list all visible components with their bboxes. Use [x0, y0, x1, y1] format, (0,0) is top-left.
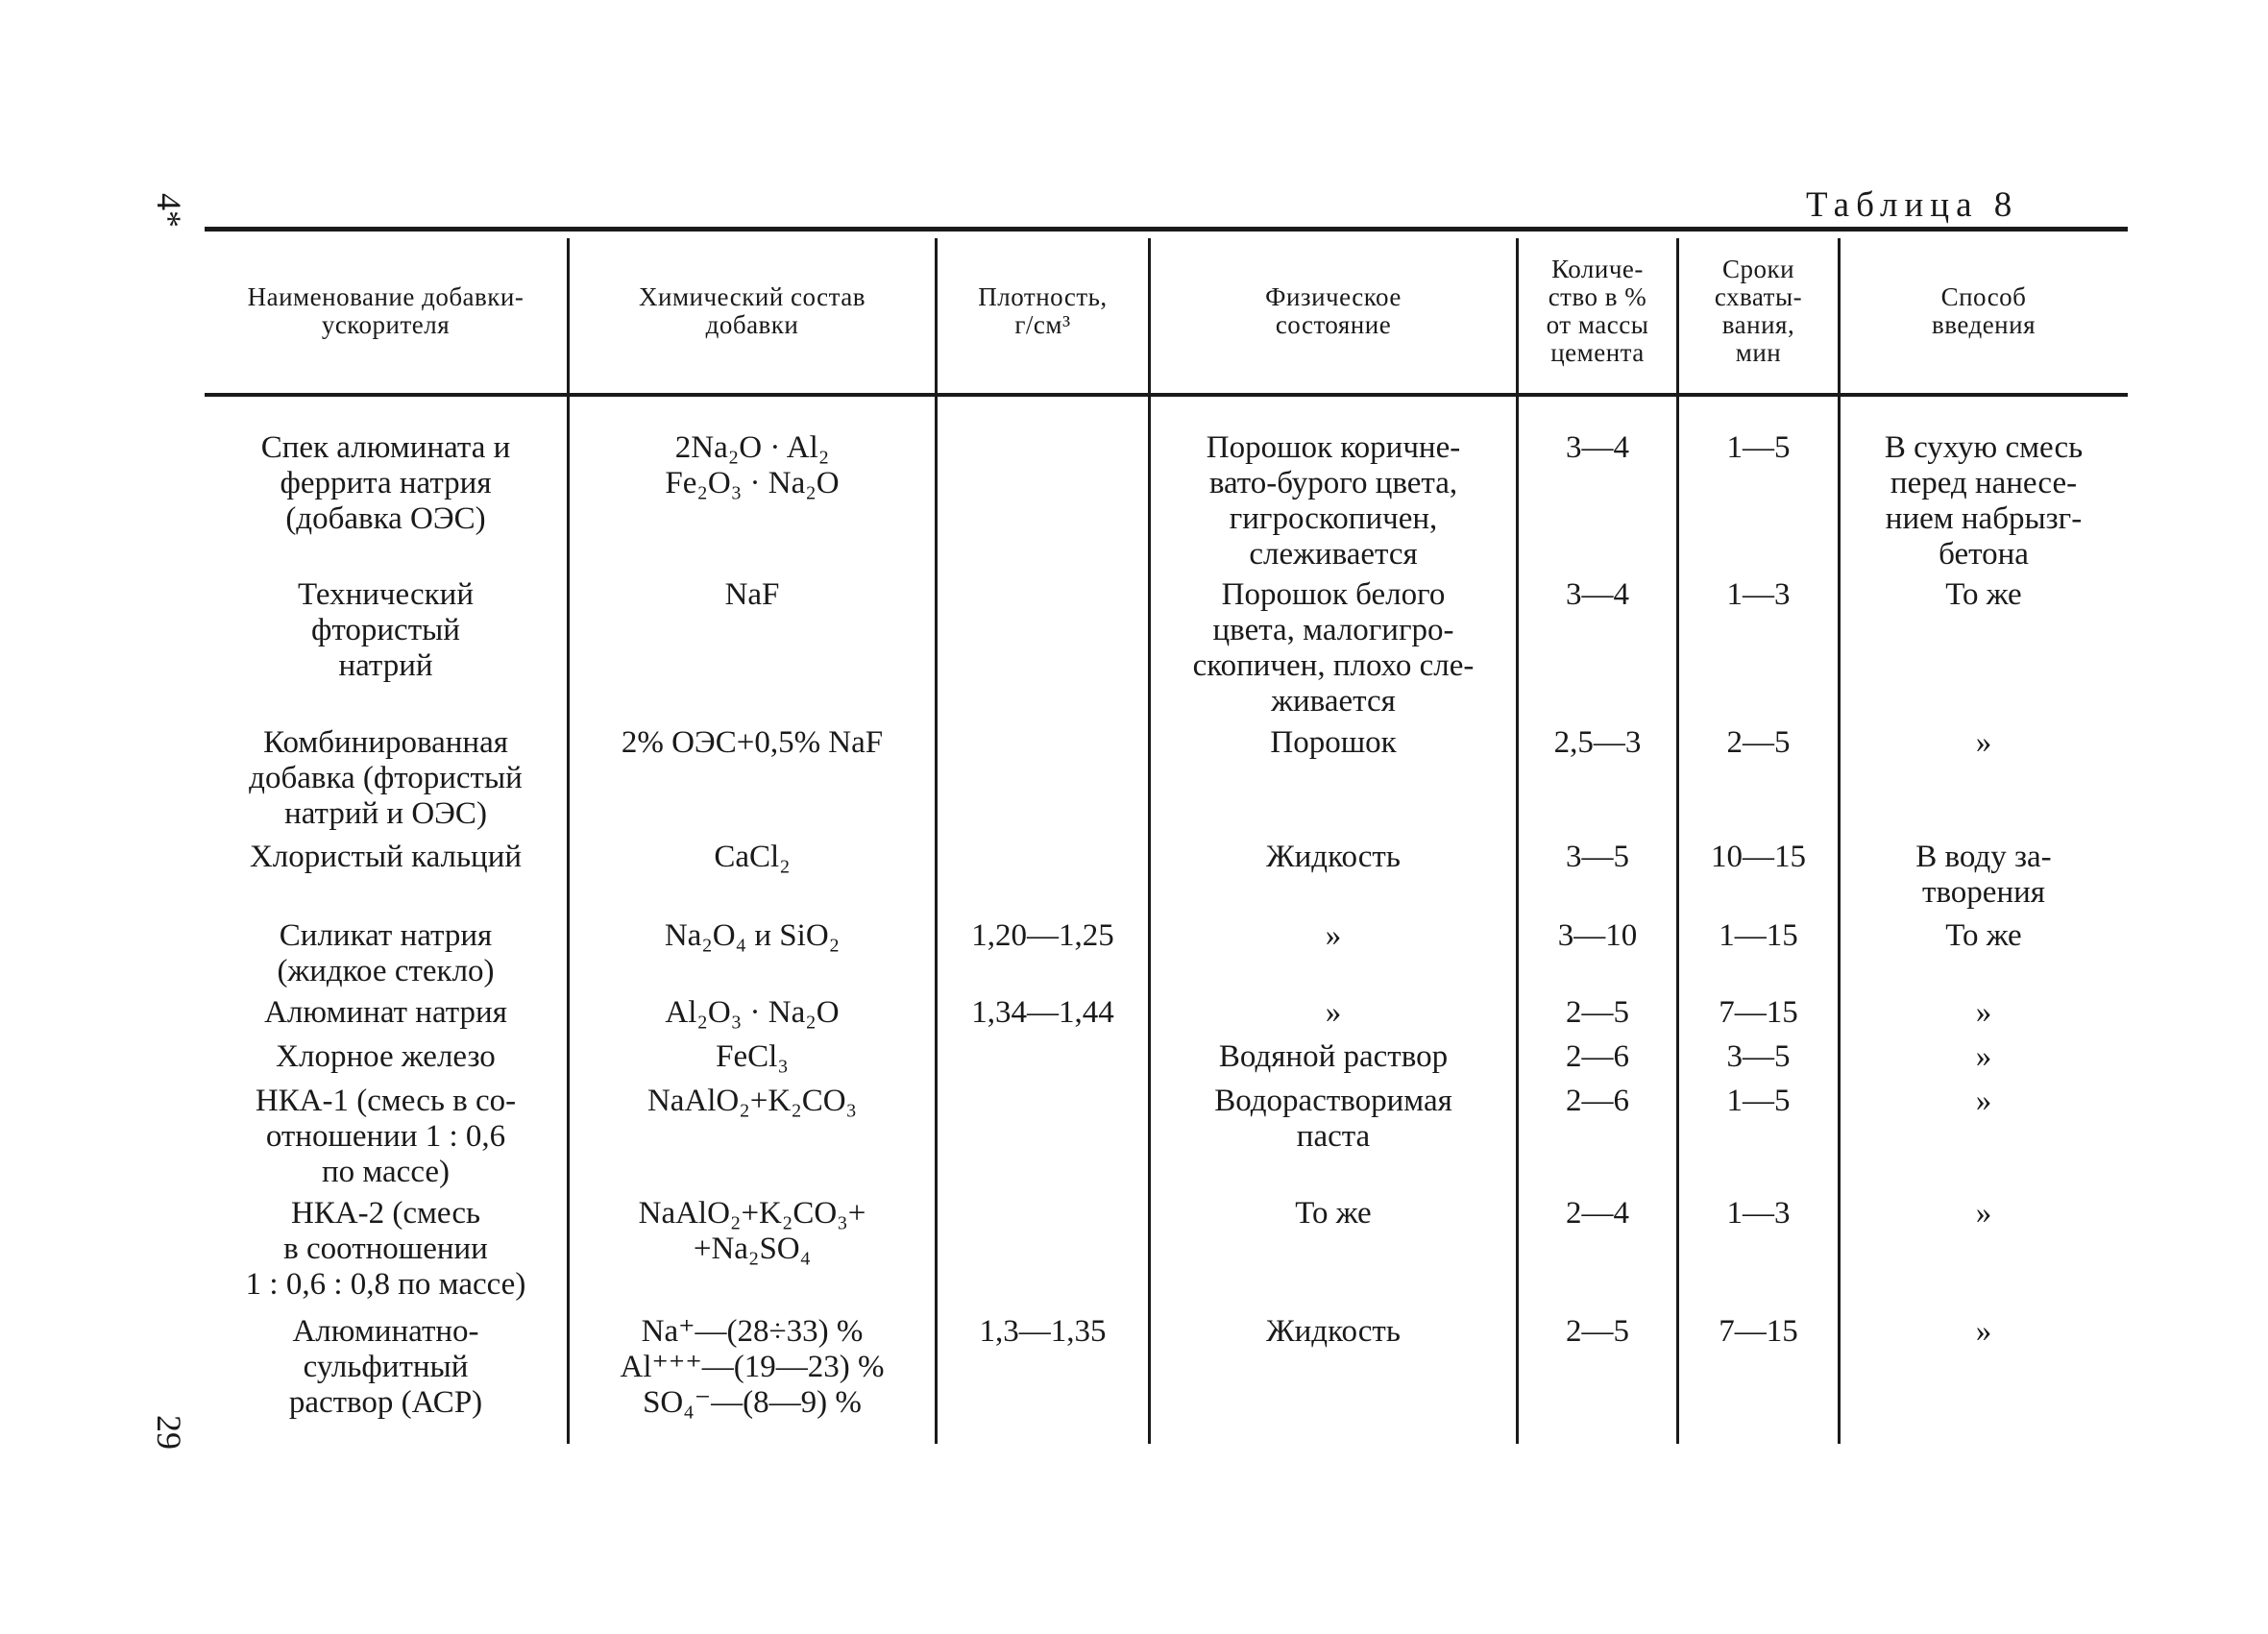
cell-density: 1,20—1,25	[971, 918, 1114, 953]
cell-amount: 3—10	[1557, 918, 1638, 953]
cell-composition: NaAlO₂+K₂CO₃+ +Na₂SO₄	[638, 1196, 866, 1266]
cell-setting: 1—15	[1719, 918, 1798, 953]
cell-name: Хлорное железо	[276, 1039, 496, 1074]
cell-name: Технический фтористый натрий	[298, 577, 474, 683]
cell-amount: 2—6	[1566, 1084, 1629, 1118]
cell-method: »	[1975, 725, 1992, 760]
cell-composition: Al₂O₃ · Na₂O	[665, 995, 840, 1030]
cell-state: То же	[1295, 1196, 1372, 1231]
cell-name: Комбинированная добавка (фтористый натрий и ОЭС)	[249, 725, 523, 831]
cell-composition: 2Na₂O · Al₂ Fe₂O₃ · Na₂O	[665, 430, 840, 500]
cell-density: 1,34—1,44	[971, 995, 1114, 1030]
cell-setting: 1—5	[1726, 1084, 1791, 1118]
cell-composition: NaAlO₂+K₂CO₃	[646, 1084, 858, 1118]
cell-setting: 3—5	[1726, 1039, 1791, 1074]
header-name: Наименование добавки- ускорителя	[247, 281, 524, 339]
page-number: 29	[150, 1415, 188, 1450]
cell-setting: 7—15	[1719, 995, 1798, 1030]
cell-method: »	[1975, 1039, 1992, 1074]
cell-name: Алюминат натрия	[264, 995, 507, 1030]
cell-method: »	[1975, 995, 1992, 1030]
header-density: Плотность, г/см³	[978, 281, 1108, 339]
page-side-mark: 4*	[150, 193, 188, 228]
cell-amount: 2—4	[1566, 1196, 1629, 1231]
cell-setting: 7—15	[1719, 1314, 1798, 1349]
cell-state: »	[1325, 918, 1342, 953]
cell-amount: 3—4	[1566, 430, 1629, 465]
cell-composition: CaCl₂	[714, 840, 791, 874]
cell-name: Хлористый кальций	[249, 840, 523, 874]
cell-name: Спек алюмината и феррита натрия (добавка ОЭС)	[260, 430, 511, 536]
cell-setting: 2—5	[1726, 725, 1791, 760]
cell-amount: 3—5	[1566, 840, 1629, 874]
cell-method: »	[1975, 1084, 1992, 1118]
cell-method: В сухую смесь перед нанесе- нием набрызг- бетона	[1884, 430, 2084, 572]
cell-name: Алюминатно- сульфитный раствор (АСР)	[288, 1314, 483, 1420]
cell-state: Порошок белого цвета, малогигро- скопичен, плохо сле- живается	[1192, 577, 1475, 719]
cell-state: Жидкость	[1266, 1314, 1401, 1349]
cell-state: »	[1325, 995, 1342, 1030]
cell-name: НКА-2 (смесь в соотношении 1 : 0,6 : 0,8 по массе)	[245, 1196, 526, 1302]
cell-name: Силикат натрия (жидкое стекло)	[277, 918, 495, 988]
cell-composition: Na₂O₄ и SiO₂	[664, 918, 841, 953]
table-title: Таблица 8	[1806, 185, 2019, 225]
cell-method: То же	[1945, 918, 2022, 953]
cell-composition: NaF	[724, 577, 780, 612]
cell-amount: 2—6	[1566, 1039, 1629, 1074]
cell-state: Порошок	[1270, 725, 1397, 760]
cell-amount: 2,5—3	[1553, 725, 1642, 760]
cell-name: НКА-1 (смесь в со- отношении 1 : 0,6 по массе)	[255, 1084, 517, 1189]
cell-composition: Na⁺—(28÷33) % Al⁺⁺⁺—(19—23) % SO₄⁻—(8—9) %	[620, 1314, 885, 1420]
cell-setting: 1—3	[1726, 577, 1791, 612]
column-divider	[935, 238, 938, 1444]
cell-amount: 3—4	[1566, 577, 1629, 612]
cell-state: Водорастворимая паста	[1214, 1084, 1452, 1154]
cell-method: В воду за- творения	[1915, 840, 2052, 910]
cell-composition: 2% ОЭС+0,5% NaF	[621, 725, 884, 760]
cell-density: 1,3—1,35	[979, 1314, 1107, 1349]
header-method: Способ введения	[1931, 281, 2036, 339]
cell-method: То же	[1945, 577, 2022, 612]
cell-amount: 2—5	[1566, 995, 1629, 1030]
cell-method: »	[1975, 1196, 1992, 1231]
header-composition: Химический состав добавки	[639, 281, 866, 339]
cell-method: »	[1975, 1314, 1992, 1349]
cell-state: Жидкость	[1266, 840, 1401, 874]
cell-composition: FeCl₃	[716, 1039, 789, 1074]
header-amount: Количе- ство в % от массы цемента	[1546, 254, 1649, 368]
cell-state: Водяной раствор	[1218, 1039, 1449, 1074]
cell-setting: 1—3	[1726, 1196, 1791, 1231]
cell-setting: 1—5	[1726, 430, 1791, 465]
cell-amount: 2—5	[1566, 1314, 1629, 1349]
cell-setting: 10—15	[1711, 840, 1806, 874]
header-state: Физическое состояние	[1265, 281, 1402, 339]
cell-state: Порошок коричне- вато-бурого цвета, гигроскопичен, слеживается	[1206, 430, 1461, 572]
header-setting: Сроки схваты- вания, мин	[1714, 254, 1803, 368]
